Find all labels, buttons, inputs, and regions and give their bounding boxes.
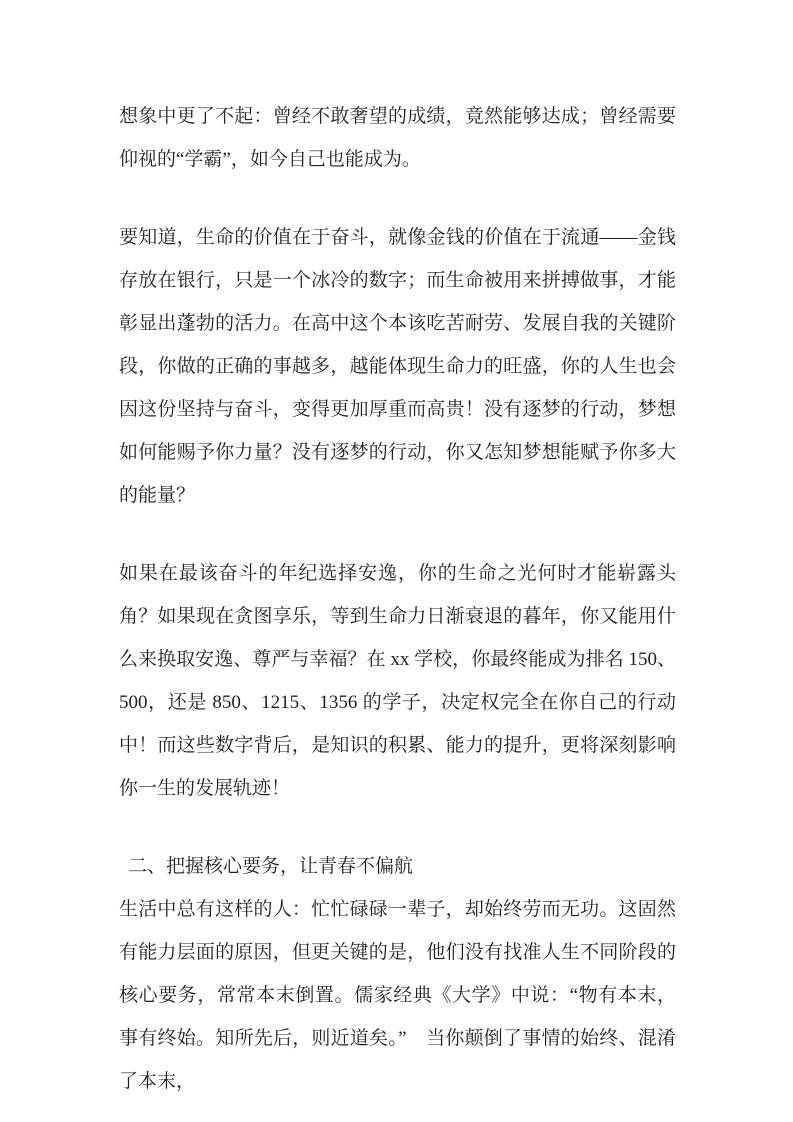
section-heading: 二、把握核心要务，让青春不偏航 — [128, 856, 414, 877]
paragraph-4: 生活中总有这样的人：忙忙碌碌一辈子，却始终劳而无功。这固然有能力层面的原因，但更关键的是，他们没有找准人生不同阶段的核心要务，常常本末倒置。儒家经典《大学》中说：“物有本末，事有终始。知所先后，则近道矣。” 当你颠倒了事情的始终、混淆了本末， — [119, 899, 676, 1092]
paragraph-3: 如果在最该奋斗的年纪选择安逸，你的生命之光何时才能崭露头角？如果现在贪图享乐，等到生命力日渐衰退的暮年，你又能用什么来换取安逸、尊严与幸福？在 xx 学校，你最终能成为排名 150、500，还是 850、1215、1356 的学子，决定权完全在你自己的行动中！而这些数字背后，是知识的积累、能力的提升，更将深刻影响你一生的发展轨迹！ — [119, 563, 676, 799]
paragraph-2: 要知道，生命的价值在于奋斗，就像金钱的价值在于流通——金钱存放在银行，只是一个冰冷的数字；而生命被用来拼搏做事，才能彰显出蓬勃的活力。在高中这个本该吃苦耐劳、发展自我的关键阶段，你做的正确的事越多，越能体现生命力的旺盛，你的人生也会因这份坚持与奋斗，变得更加厚重而高贵！没有逐梦的行动，梦想如何能赐予你力量？没有逐梦的行动，你又怎知梦想能赋予你多大的能量？ — [119, 227, 676, 506]
paragraph-1: 想象中更了不起：曾经不敢奢望的成绩，竟然能够达成；曾经需要仰视的“学霸”，如今自己也能成为。 — [119, 106, 676, 170]
